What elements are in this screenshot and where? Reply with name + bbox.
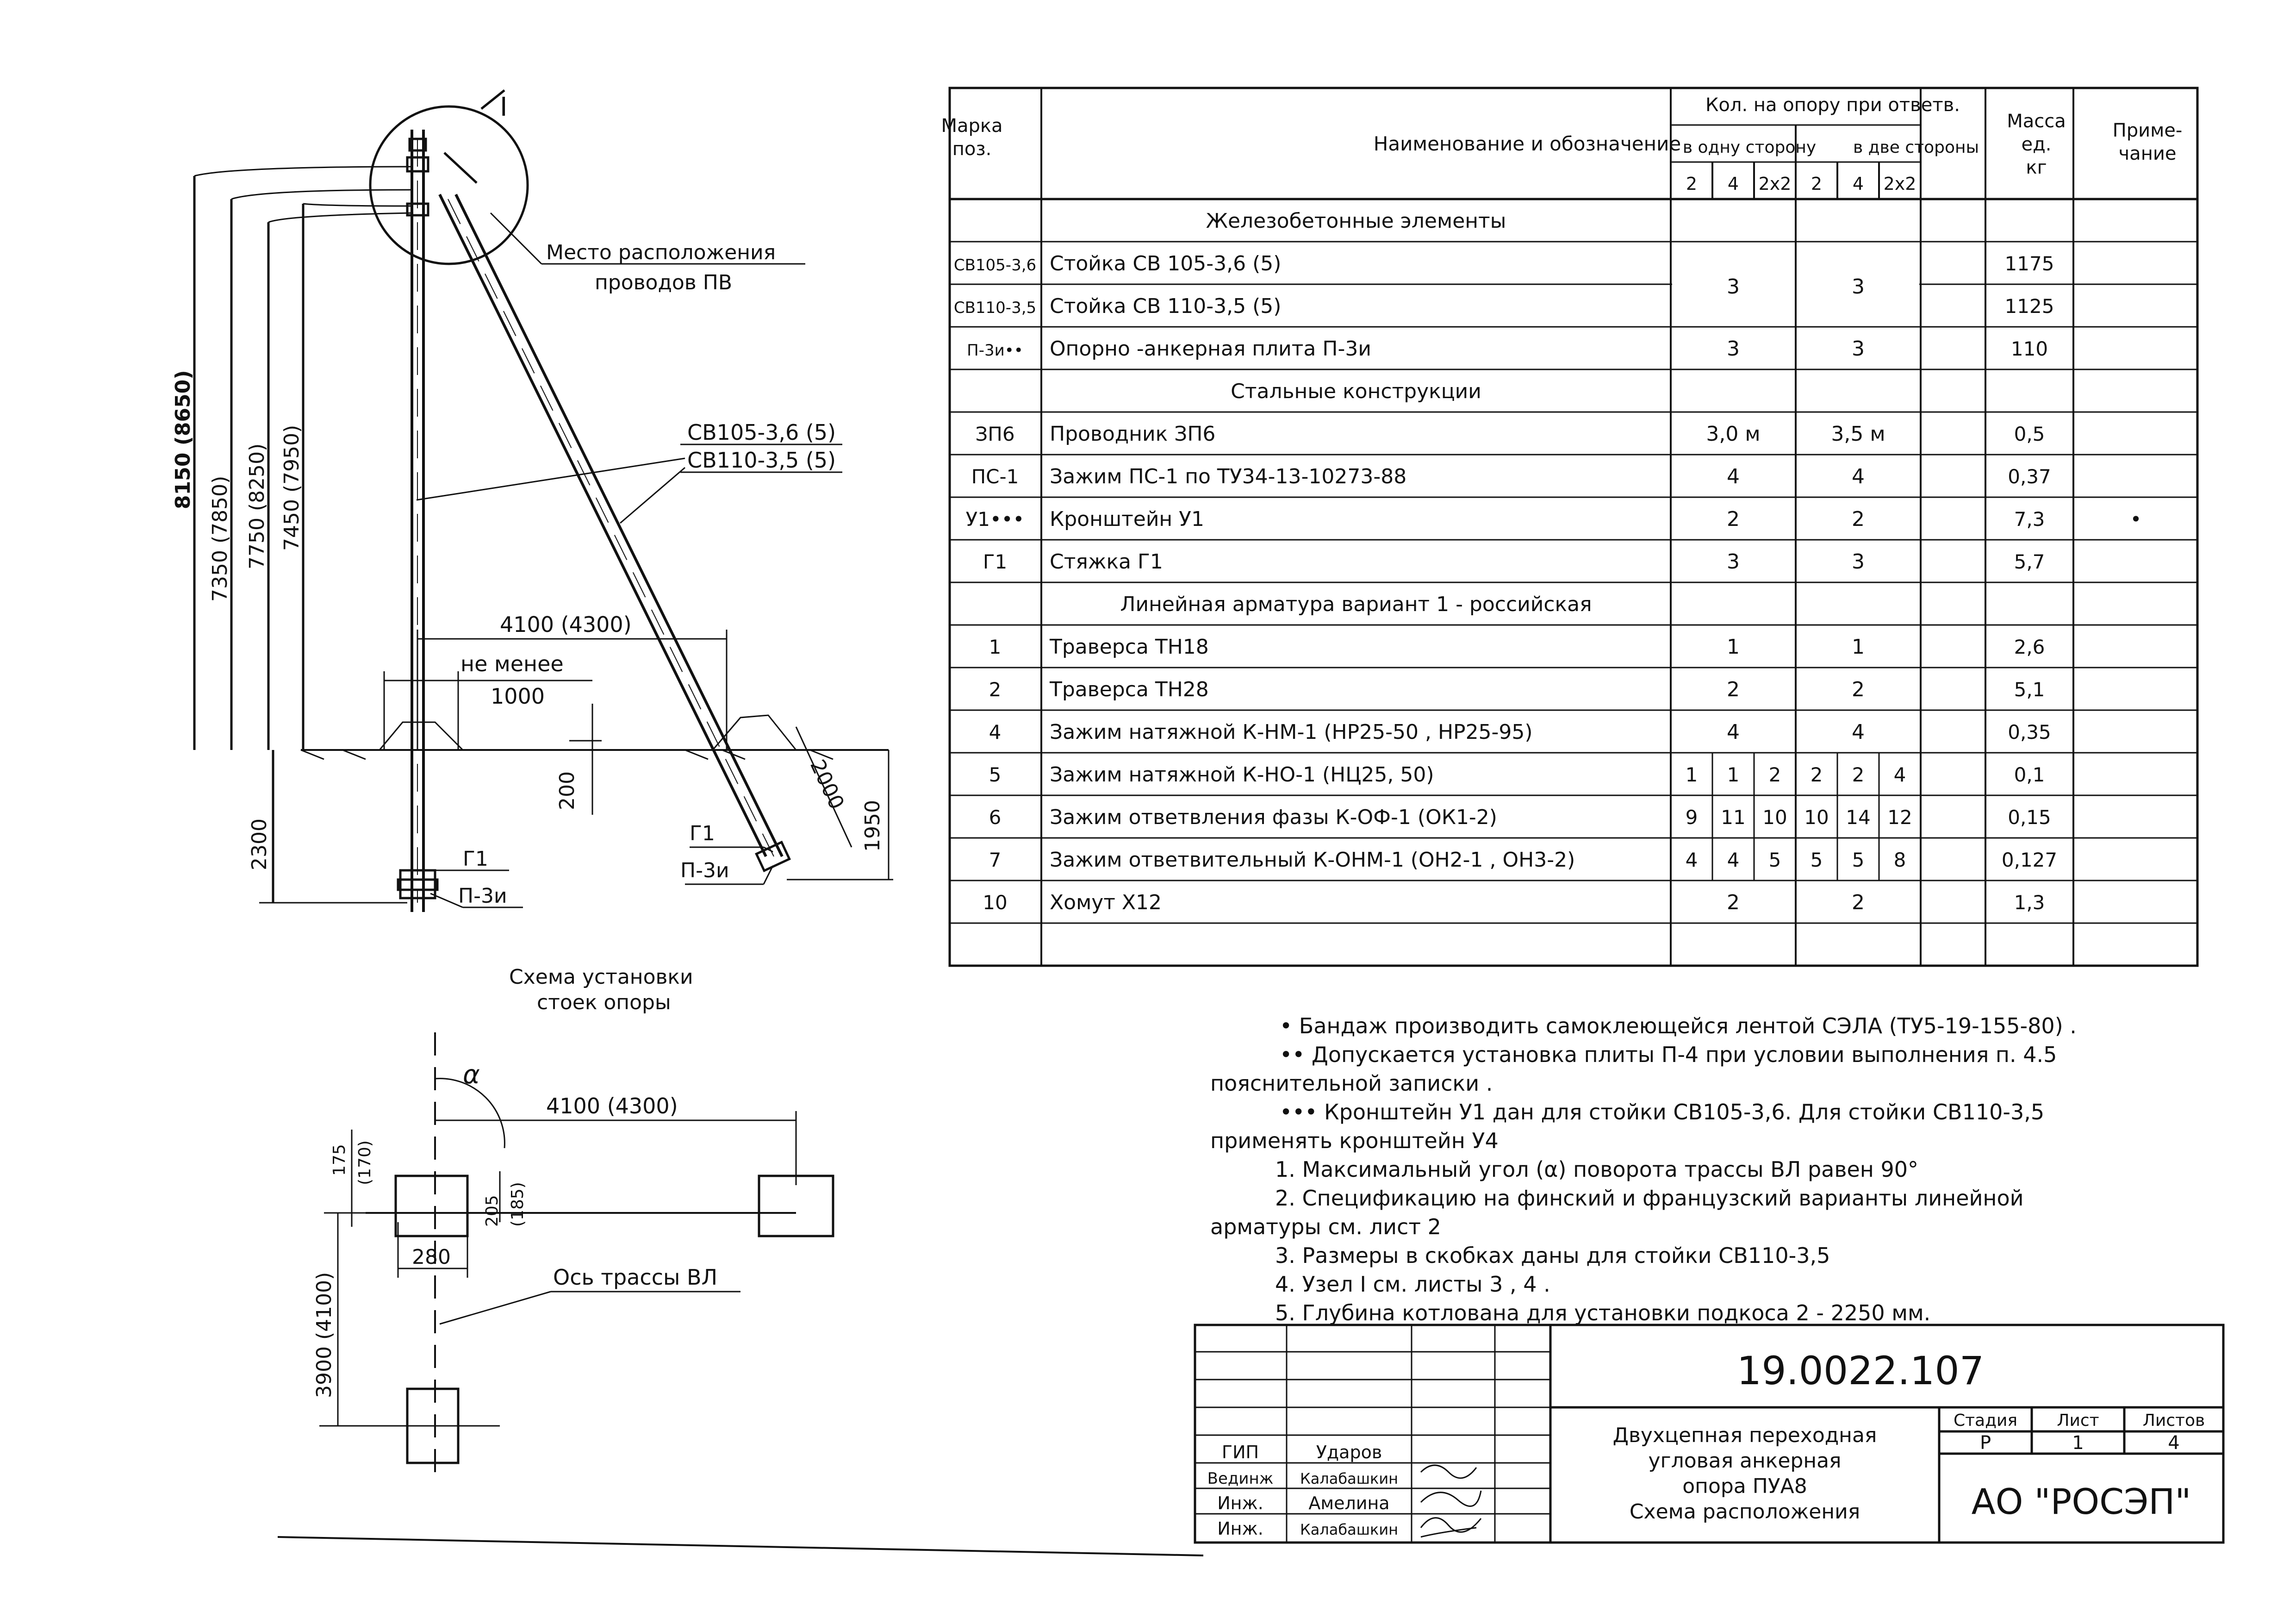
note-line: 2. Спецификацию на финский и французский варианты линейной xyxy=(1275,1186,2024,1211)
stage-label: Стадия xyxy=(1953,1411,2018,1430)
row-mark-6: ПС-1 xyxy=(971,465,1019,488)
alpha-label: α xyxy=(463,1060,480,1090)
row-qty-one-6: 4 xyxy=(1727,465,1740,488)
row-qty-15-5: 8 xyxy=(1893,849,1906,871)
row-qty-15-3: 5 xyxy=(1810,849,1823,871)
row-qty-two-6: 4 xyxy=(1852,465,1865,488)
row-qty-one-16: 2 xyxy=(1727,891,1740,914)
row-name-10: Траверса ТН18 xyxy=(1050,635,1209,659)
row-qty-one-3: 3 xyxy=(1727,337,1740,361)
row-qty-one-11: 2 xyxy=(1727,678,1740,701)
row-qty-14-1: 11 xyxy=(1721,806,1746,829)
row-name-6: Зажим ПС-1 по ТУ34-13-10273-88 xyxy=(1050,465,1407,488)
sheets-value: 4 xyxy=(2168,1432,2180,1454)
row-mark-7: У1••• xyxy=(965,508,1025,531)
sheet-value: 1 xyxy=(2072,1432,2084,1454)
plan-280: 280 xyxy=(412,1245,451,1269)
row-qty-15-4: 5 xyxy=(1852,849,1865,871)
note-line: применять кронштейн У4 xyxy=(1210,1128,1499,1153)
note-line: пояснительной записки . xyxy=(1210,1071,1493,1096)
row-qty-one-5: 3,0 м xyxy=(1706,422,1761,446)
staff-role-3: Инж. xyxy=(1217,1493,1263,1513)
staff-name-3: Амелина xyxy=(1308,1493,1390,1513)
staff-role-1: ГИП xyxy=(1221,1442,1259,1462)
row-qty-14-5: 12 xyxy=(1887,806,1912,829)
row-mass-14: 0,15 xyxy=(2008,806,2051,829)
title-block xyxy=(1194,1324,2226,1546)
row-mass-8: 5,7 xyxy=(2014,550,2045,573)
row-name-3: Опорно -анкерная плита П-3и xyxy=(1050,337,1371,361)
dim-2300: 2300 xyxy=(248,818,271,870)
row-qty-two-12: 4 xyxy=(1852,720,1865,744)
dim-not-less: не менее xyxy=(460,651,564,676)
row-qty-13-4: 2 xyxy=(1852,763,1865,786)
title-line-3: опора ПУА8 xyxy=(1682,1474,1807,1498)
row-mark-13: 5 xyxy=(989,763,1002,786)
header-sub-1: 4 xyxy=(1727,174,1739,194)
row-qty-14-0: 9 xyxy=(1685,806,1698,829)
row-mark-3: П-3и•• xyxy=(967,341,1023,360)
row-mark-5: ЗП6 xyxy=(975,423,1015,445)
row-qty-two-16: 2 xyxy=(1852,891,1865,914)
row-mass-2: 1125 xyxy=(2004,295,2054,318)
p3i-right-label: П-3и xyxy=(680,859,729,882)
row-mass-3: 110 xyxy=(2010,337,2048,360)
header-mass-1: Масса xyxy=(2007,111,2066,132)
plan-axis-label: Ось трассы ВЛ xyxy=(553,1265,718,1290)
header-sub-0: 2 xyxy=(1686,174,1698,194)
row-qty-two-7: 2 xyxy=(1852,507,1865,531)
plan-170: (170) xyxy=(355,1140,374,1185)
g1-right-label: Г1 xyxy=(690,822,715,845)
header-sub-3: 2 xyxy=(1811,174,1823,194)
staff-name-4: Калабашкин xyxy=(1300,1521,1399,1538)
header-mark-2: поз. xyxy=(952,138,992,160)
header-note-1: Приме- xyxy=(2112,120,2183,141)
row-name-1: Стойка СВ 105-3,6 (5) xyxy=(1050,252,1282,275)
dim-2000: 2000 xyxy=(805,756,849,813)
row-mark-8: Г1 xyxy=(983,550,1008,573)
plan-175: 175 xyxy=(330,1144,349,1176)
dim-200: 200 xyxy=(555,771,579,810)
header-one-side: в одну сторону xyxy=(1682,138,1817,157)
row-qty-two-11: 2 xyxy=(1852,678,1865,701)
header-mark-1: Марка xyxy=(941,115,1003,137)
row-name-2: Стойка СВ 110-3,5 (5) xyxy=(1050,294,1282,318)
row-mass-12: 0,35 xyxy=(2008,721,2051,743)
note-line: • Бандаж производить самоклеющейся лентой СЭЛА (ТУ5-19-155-80) . xyxy=(1280,1013,2077,1038)
row-mass-10: 2,6 xyxy=(2014,636,2045,658)
plan-185: (185) xyxy=(508,1182,527,1227)
row-mark-14: 6 xyxy=(989,806,1002,829)
plan-205: 205 xyxy=(483,1195,502,1227)
row-name-13: Зажим натяжной К-НО-1 (НЦ25, 50) xyxy=(1050,763,1434,787)
stage-value: Р xyxy=(1979,1432,1991,1454)
row-qty-13-3: 2 xyxy=(1810,763,1823,786)
row-mass-11: 5,1 xyxy=(2014,678,2045,701)
header-qty: Кол. на опору при ответв. xyxy=(1705,94,1960,116)
dim-8150: 8150 (8650) xyxy=(171,370,195,509)
plan-4100: 4100 (4300) xyxy=(546,1093,678,1118)
row-mass-1: 1175 xyxy=(2004,252,2054,275)
row-name-15: Зажим ответвительный К-ОНМ-1 (ОН2-1 , ОН3-2) xyxy=(1050,848,1575,872)
row-name-14: Зажим ответвления фазы К-ОФ-1 (ОК1-2) xyxy=(1050,806,1497,829)
row-name-16: Хомут Х12 xyxy=(1050,891,1162,914)
node-circle xyxy=(370,106,528,264)
row-qty-15-0: 4 xyxy=(1685,849,1698,871)
doc-number: 19.0022.107 xyxy=(1736,1348,1985,1393)
row-name-12: Зажим натяжной К-НМ-1 (НР25-50 , НР25-95) xyxy=(1050,720,1533,744)
staff-role-4: Инж. xyxy=(1217,1518,1263,1539)
row-mass-6: 0,37 xyxy=(2008,465,2051,488)
row-mark-16: 10 xyxy=(983,891,1008,914)
row-mark-2: СВ110-3,5 xyxy=(953,299,1037,317)
row-qty-two-5: 3,5 м xyxy=(1831,422,1885,446)
row-qty-one-8: 3 xyxy=(1727,550,1740,574)
header-note-2: чание xyxy=(2118,143,2177,164)
dim-1950: 1950 xyxy=(861,800,884,852)
staff-role-2: Вединж xyxy=(1207,1469,1274,1488)
title-line-4: Схема расположения xyxy=(1629,1500,1860,1524)
row-mass-15: 0,127 xyxy=(2001,849,2058,871)
pole-drawing xyxy=(0,0,963,1555)
note-line: 3. Размеры в скобках даны для стойки СВ110-3,5 xyxy=(1275,1243,1830,1268)
note-line: арматуры см. лист 2 xyxy=(1210,1214,1441,1239)
row-name-8: Стяжка Г1 xyxy=(1050,550,1163,574)
plan-3900: 3900 (4100) xyxy=(312,1272,336,1398)
note-line: 5. Глубина котлована для установки подкоса 2 - 2250 мм. xyxy=(1275,1300,1931,1325)
row-qty-13-1: 1 xyxy=(1727,763,1740,786)
row-mark-10: 1 xyxy=(989,636,1002,658)
row-mark-1: СВ105-3,6 xyxy=(953,256,1037,275)
pole-label-2: СВ110-3,5 (5) xyxy=(687,448,836,473)
note-line: 1. Максимальный угол (α) поворота трассы ВЛ равен 90° xyxy=(1275,1157,1918,1182)
row-qty-13-0: 1 xyxy=(1685,763,1698,786)
scheme-title-2: стоек опоры xyxy=(537,991,671,1014)
staff-name-1: Ударов xyxy=(1316,1442,1382,1462)
p3i-left-label: П-3и xyxy=(458,884,507,908)
title-line-2: угловая анкерная xyxy=(1648,1449,1842,1473)
header-mass-2: ед. xyxy=(2021,134,2052,155)
company-name: АО "РОСЭП" xyxy=(1971,1481,2191,1522)
note-line: •• Допускается установка плиты П-4 при условии выполнения п. 4.5 xyxy=(1280,1042,2057,1067)
row-qty-13-5: 4 xyxy=(1893,763,1906,786)
row-mark-15: 7 xyxy=(989,849,1002,871)
row-qty-one-1: 3 xyxy=(1727,275,1740,299)
staff-name-2: Калабашкин xyxy=(1300,1470,1399,1487)
row-qty-two-3: 3 xyxy=(1852,337,1865,361)
row-qty-one-12: 4 xyxy=(1727,720,1740,744)
dim-7350: 7350 (7850) xyxy=(208,475,232,602)
row-qty-two-8: 3 xyxy=(1852,550,1865,574)
specification-table xyxy=(941,79,2226,986)
row-qty-14-4: 14 xyxy=(1846,806,1871,829)
wire-location-label-2: проводов ПВ xyxy=(595,271,732,294)
dim-4100: 4100 (4300) xyxy=(500,612,632,637)
row-name-5: Проводник ЗП6 xyxy=(1050,422,1216,446)
row-mass-16: 1,3 xyxy=(2014,891,2045,914)
notes-block xyxy=(1210,1012,2228,1327)
note-line: ••• Кронштейн У1 дан для стойки СВ105-3,6. Для стойки СВ110-3,5 xyxy=(1280,1099,2045,1124)
header-mass-3: кг xyxy=(2026,157,2047,178)
dim-1000: 1000 xyxy=(491,684,545,709)
wire-location-label-1: Место расположения xyxy=(546,241,776,264)
section-row-0: Железобетонные элементы xyxy=(1206,209,1506,233)
sheets-label: Листов xyxy=(2142,1411,2205,1430)
header-sub-2: 2x2 xyxy=(1758,174,1792,194)
g1-left-label: Г1 xyxy=(463,847,488,871)
title-line-1: Двухцепная переходная xyxy=(1612,1424,1877,1447)
row-qty-two-1: 3 xyxy=(1852,275,1865,299)
row-qty-15-1: 4 xyxy=(1727,849,1740,871)
scheme-title-1: Схема установки xyxy=(509,965,693,989)
header-name: Наименование и обозначение xyxy=(1373,132,1681,155)
row-qty-15-2: 5 xyxy=(1768,849,1781,871)
header-sub-4: 4 xyxy=(1852,174,1864,194)
row-mark-11: 2 xyxy=(989,678,1002,701)
section-row-4: Стальные конструкции xyxy=(1231,380,1481,403)
dim-7450: 7450 (7950) xyxy=(280,425,304,551)
pole-label-1: СВ105-3,6 (5) xyxy=(687,420,836,445)
note-line: 4. Узел I см. листы 3 , 4 . xyxy=(1275,1272,1550,1297)
row-qty-one-10: 1 xyxy=(1727,635,1740,659)
sheet-label: Лист xyxy=(2057,1411,2099,1430)
section-row-9: Линейная арматура вариант 1 - российская xyxy=(1120,593,1592,616)
row-name-11: Траверса ТН28 xyxy=(1050,678,1209,701)
row-qty-one-7: 2 xyxy=(1727,507,1740,531)
row-qty-two-10: 1 xyxy=(1852,635,1865,659)
header-two-sides: в две стороны xyxy=(1853,138,1979,157)
dim-7750: 7750 (8250) xyxy=(245,443,269,569)
row-qty-14-3: 10 xyxy=(1804,806,1829,829)
header-sub-5: 2x2 xyxy=(1883,174,1916,194)
row-mark-12: 4 xyxy=(989,721,1002,743)
row-qty-13-2: 2 xyxy=(1768,763,1781,786)
row-name-7: Кронштейн У1 xyxy=(1050,507,1204,531)
row-mass-7: 7,3 xyxy=(2014,508,2045,531)
row-mass-5: 0,5 xyxy=(2014,423,2045,445)
row-note-7: • xyxy=(2130,508,2142,531)
row-mass-13: 0,1 xyxy=(2014,763,2045,786)
row-qty-14-2: 10 xyxy=(1762,806,1787,829)
node-label: I xyxy=(500,92,508,122)
